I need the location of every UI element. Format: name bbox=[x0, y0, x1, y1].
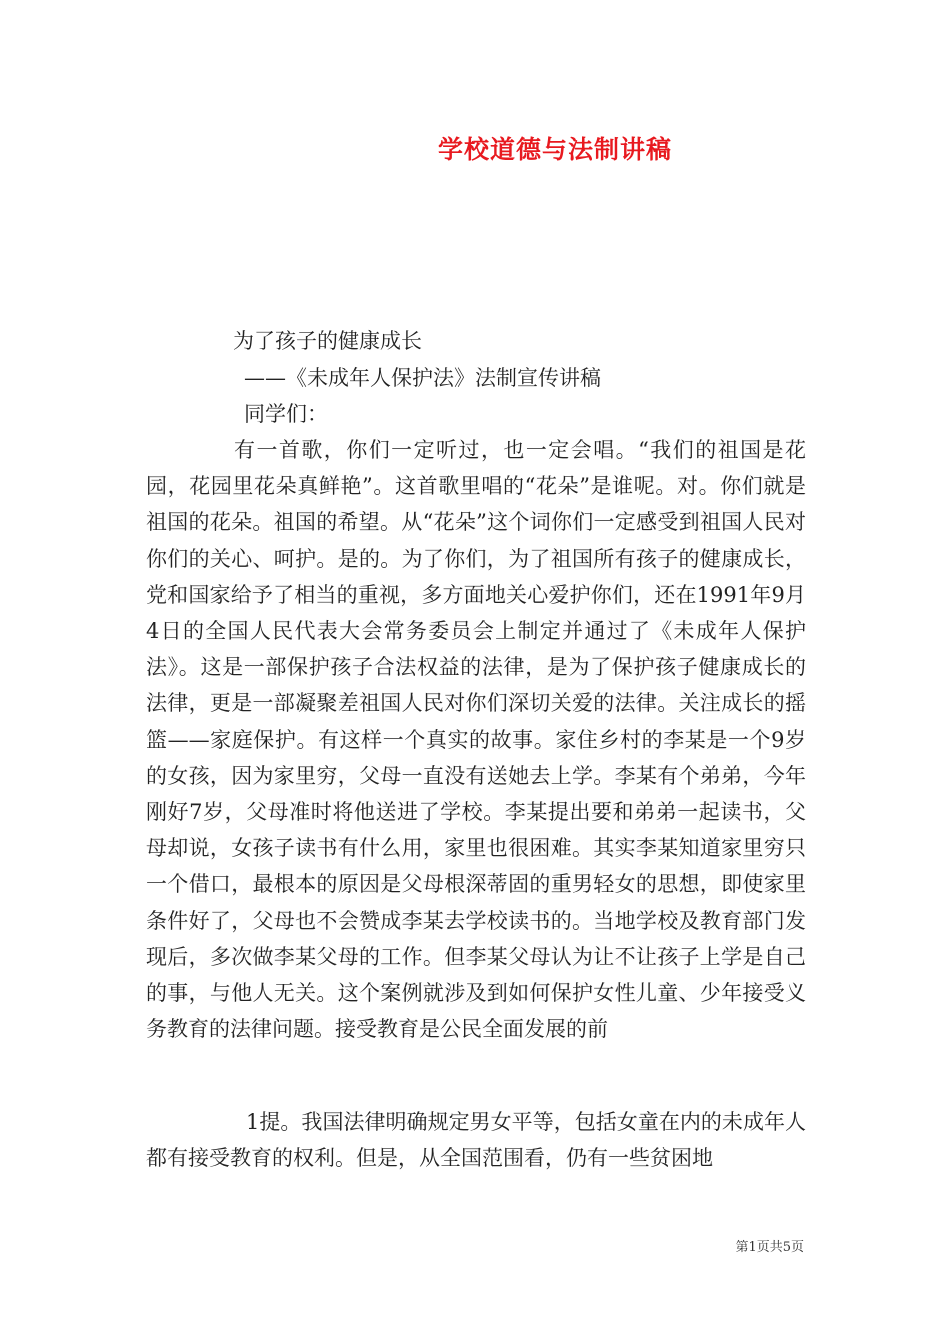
body-paragraph-1: 有一首歌，你们一定听过，也一定会唱。“我们的祖国是花园，花园里花朵真鲜艳”。这首歌里唱的“花朵”是谁呢。对。你们就是祖国的花朵。祖国的希望。从“花朵”这个词你们一定感受到祖国人民对你们的关心、呵护。是的。为了你们，为了祖国所有孩子的健康成长，党和国家给予了相当的重视，多方面地关心爱护你们，还在1991年9月4日的全国人民代表大会常务委员会上制定并通过了《未成年人保护法》。这是一部保护孩子合法权益的法律，是为了保护孩子健康成长的法律，更是一部凝聚差祖国人民对你们深切关爱的法律。关注成长的摇篮——家庭保护。有这样一个真实的故事。家住乡村的李某是一个9岁的女孩，因为家里穷，父母一直没有送她去上学。李某有个弟弟，今年刚好7岁，父母准时将他送进了学校。李某提出要和弟弟一起读书，父母却说，女孩子读书有什么用，家里也很困难。其实李某知道家里穷只一个借口，最根本的原因是父母根深蒂固的重男轻女的思想，即使家里条件好了，父母也不会赞成李某去学校读书的。当地学校及教育部门发现后，多次做李某父母的工作。但李某父母认为让不让孩子上学是自己的事，与他人无关。这个案例就涉及到如何保护女性儿童、少年接受义务教育的法律问题。接受教育是公民全面发展的前 bbox=[146, 438, 806, 1042]
page-number: 第1页共5页 bbox=[735, 1240, 804, 1255]
heading: 为了孩子的健康成长 bbox=[233, 329, 422, 353]
subheading: ——《未成年人保护法》法制宣传讲稿 bbox=[244, 366, 601, 390]
body-paragraph-2: 1提。我国法律明确规定男女平等，包括女童在内的未成年人都有接受教育的权利。但是，从全国范围看，仍有一些贫困地 bbox=[146, 1110, 806, 1171]
document-title: 学校道德与法制讲稿 bbox=[437, 135, 672, 164]
greeting: 同学们： bbox=[244, 402, 328, 426]
